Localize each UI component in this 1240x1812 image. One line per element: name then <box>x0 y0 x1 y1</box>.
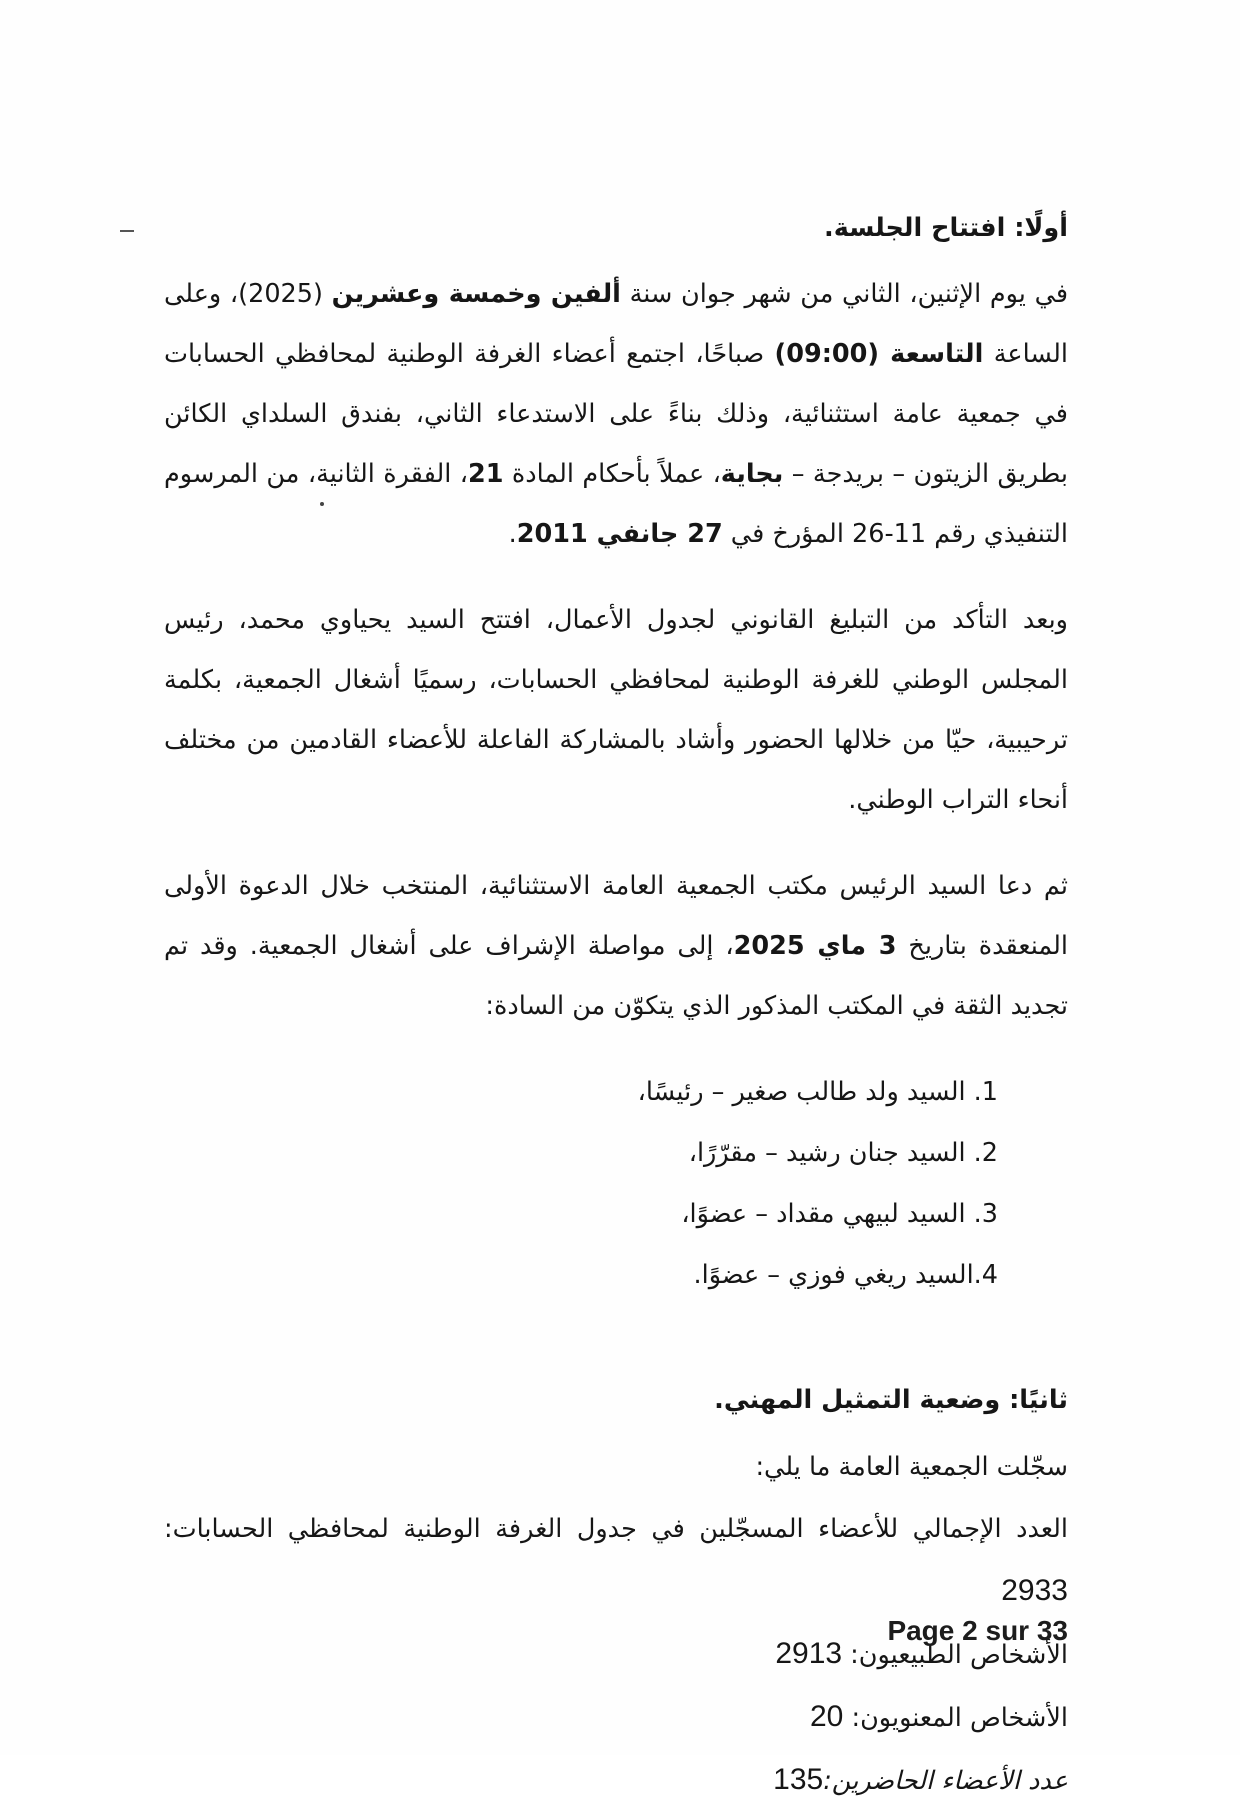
section-1-heading: أولًا: افتتاح الجلسة. <box>824 213 1068 243</box>
stat-legal-persons: الأشخاص المعنويون: 20 <box>810 1700 1068 1733</box>
stats-intro: سجّلت الجمعية العامة ما يلي: <box>755 1452 1068 1482</box>
stat-total-members: العدد الإجمالي للأعضاء المسجّلين في جدول الغرفة الوطنية لمحافظي الحسابات: 2933 <box>164 1514 1068 1607</box>
list-item: 3. السيد لبيهي مقداد – عضوًا، <box>681 1199 998 1229</box>
welcome-paragraph: وبعد التأكد من التبليغ القانوني لجدول الأعمال، افتتح السيد يحياوي محمد، رئيس المجلس الوطني للغرفة الوطنية لمحافظي الحسابات، رسميًا أشغال الجمعية، بكلمة ترحيبية، حيّا من خلالها الحضور وأشاد بالمشاركة الفاعلة للأعضاء القادمين من مختلف أنحاء التراب الوطني. <box>164 605 1068 815</box>
list-item: 1. السيد ولد طالب صغير – رئيسًا، <box>637 1077 998 1107</box>
document-body <box>164 198 1068 1812</box>
stat-present-members: عدد الأعضاء الحاضرين:135 <box>773 1763 1068 1796</box>
list-item: 4.السيد ريغي فوزي – عضوًا. <box>693 1260 998 1290</box>
stat-natural-persons: الأشخاص الطبيعيون: 2913 <box>775 1637 1068 1670</box>
page-number: Page 2 sur 33 <box>887 1615 1068 1646</box>
section-2 <box>164 1370 1068 1812</box>
bureau-members-list <box>164 1062 1068 1306</box>
bureau-paragraph: ثم دعا السيد الرئيس مكتب الجمعية العامة الاستثنائية، المنتخب خلال الدعوة الأولى المنعقدة بتاريخ 3 ماي 2025، إلى مواصلة الإشراف على أشغال الجمعية. وقد تم تجديد الثقة في المكتب المذكور الذي يتكوّن من السادة: <box>164 871 1068 1021</box>
section-2-heading: ثانيًا: وضعية التمثيل المهني. <box>714 1385 1068 1415</box>
opening-paragraph: في يوم الإثنين، الثاني من شهر جوان سنة ألفين وخمسة وعشرين (2025)، وعلى الساعة التاسعة (09:00) صباحًا، اجتمع أعضاء الغرفة الوطنية لمحافظي الحسابات في جمعية عامة استثنائية، وذلك بناءً على الاستدعاء الثاني، بفندق السلداي الكائن بطريق الزيتون – بريدجة – بجاية، عملاً بأحكام المادة 21، الفقرة الثانية، من المرسوم التنفيذي رقم 11-26 المؤرخ في 27 جانفي 2011. <box>164 279 1069 549</box>
list-item: 2. السيد جنان رشيد – مقرّرًا، <box>688 1138 998 1168</box>
scan-mark <box>120 230 134 232</box>
